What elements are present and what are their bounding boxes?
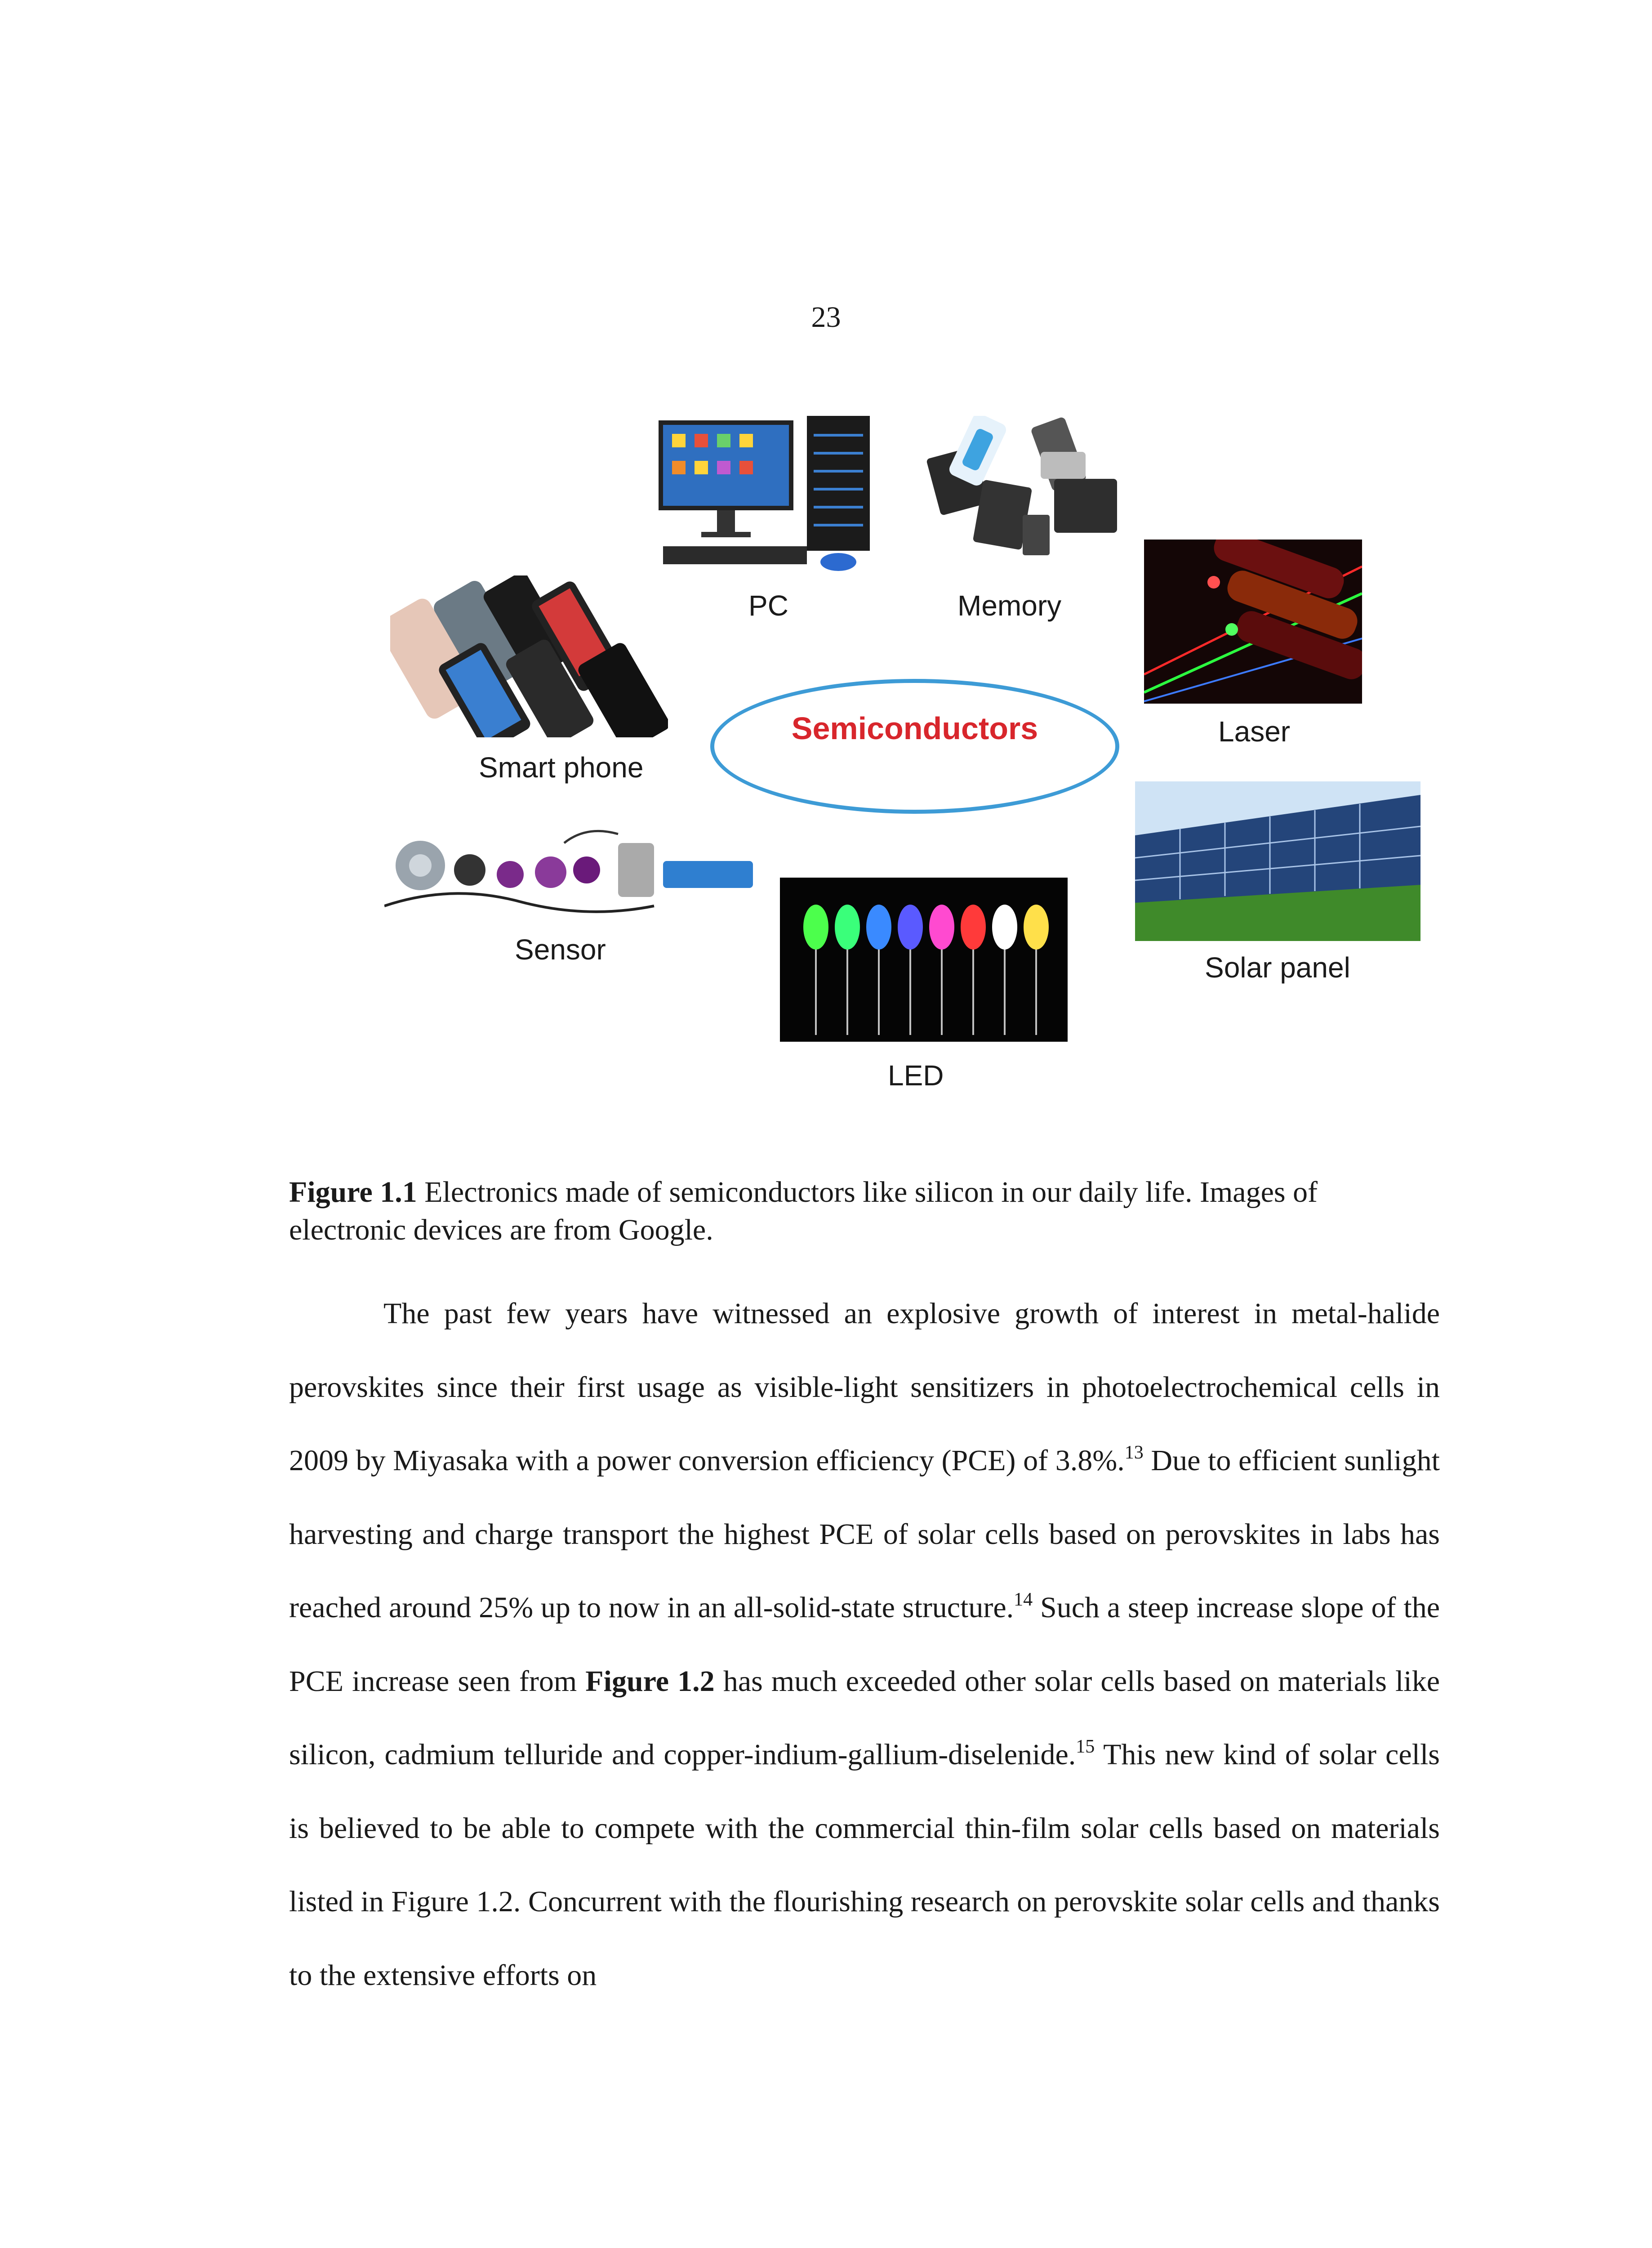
- pc-image: [659, 416, 879, 573]
- body-text-1: The past few years have witnessed an explosive growth of interest in metal-halide perovskites since their first usage as visible-light sensitizers in photoelectrochemical cells in 2009 by Miyasaka with a power conversion efficiency (PCE) of 3.8%.: [289, 1297, 1440, 1477]
- caption-label: Figure 1.1: [289, 1176, 417, 1209]
- citation-14: 14: [1014, 1589, 1033, 1610]
- page-number: 23: [811, 301, 841, 334]
- caption-text: Electronics made of semiconductors like silicon in our daily life. Images of electronic devices are from Google.: [289, 1176, 1318, 1246]
- laser-image: [1144, 540, 1362, 704]
- led-image: [780, 878, 1068, 1042]
- body-text-2: Due to efficient sunlight harvesting and charge transport the highest PCE of solar cells based on perovskites in labs has reached around 25% up to now in an all-solid-state structure.: [289, 1444, 1440, 1624]
- center-ellipse: [710, 679, 1119, 814]
- led-label: LED: [888, 1059, 944, 1092]
- body-text-5: This new kind of solar cells is believed to be able to compete with the commercial thin-film solar cells based on materials listed in Figure 1.2. Concurrent with the flourishing research on perovskite solar cells and thanks to the extensive efforts on: [289, 1738, 1440, 1992]
- body-paragraph: [289, 1277, 1440, 2012]
- citation-15: 15: [1076, 1736, 1095, 1757]
- figure-caption: [289, 1173, 1440, 1249]
- body-text-3: Such a steep increase slope of the PCE increase seen from: [289, 1591, 1440, 1698]
- memory-label: Memory: [957, 589, 1062, 622]
- body-text-4: has much exceeded other solar cells based on materials like silicon, cadmium telluride and copper-indium-gallium-diselenide.: [289, 1664, 1440, 1771]
- sensor-label: Sensor: [515, 933, 606, 966]
- laser-label: Laser: [1218, 715, 1291, 748]
- semiconductors-label: Semiconductors: [791, 711, 1038, 746]
- smart-phone-label: Smart phone: [479, 751, 644, 784]
- figure-1-2-reference: Figure 1.2: [585, 1664, 715, 1698]
- pc-label: PC: [748, 589, 788, 622]
- citation-13: 13: [1124, 1442, 1144, 1463]
- solar-panel-image: [1135, 781, 1420, 941]
- solar-panel-label: Solar panel: [1205, 951, 1350, 984]
- smart-phone-image: [390, 575, 668, 737]
- sensor-image: [384, 816, 757, 924]
- memory-image: [906, 416, 1133, 573]
